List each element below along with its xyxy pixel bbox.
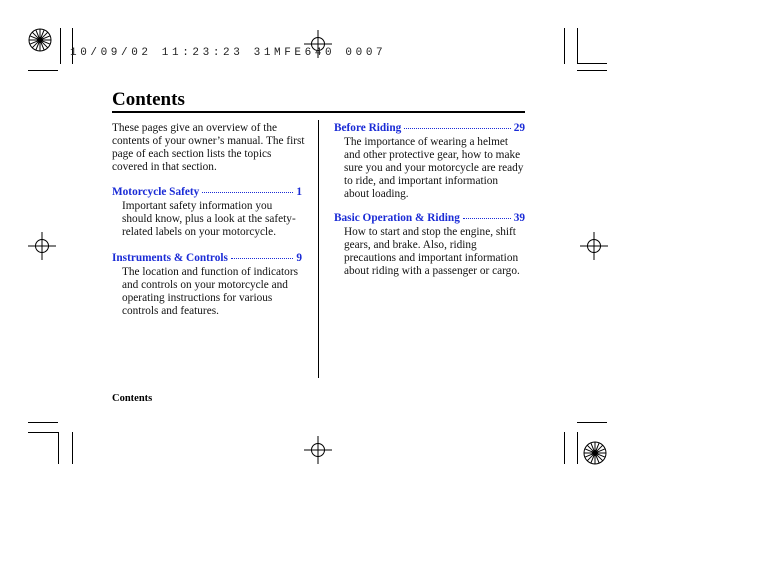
title-underline [112,111,525,113]
crop-mark-bottom-left-v2 [72,432,73,464]
crop-mark-bottom-right-v1 [564,432,565,464]
toc-entry-page[interactable]: 1 [296,186,302,198]
registration-sunburst-top-left [28,28,52,52]
crosshair-right [580,232,608,260]
crop-mark-bottom-left-h1 [28,422,58,423]
toc-leader-dots [463,218,511,219]
toc-leader-dots [231,258,293,259]
toc-entry-title[interactable]: Basic Operation & Riding [334,212,460,224]
intro-paragraph: These pages give an overview of the contents of your owner’s manual. The first page of each section lists the topics covered in that section. [112,122,305,173]
toc-leader-dots [404,128,510,129]
toc-leader-dots [202,192,293,193]
toc-entry-description: How to start and stop the engine, shift gears, and brake. Also, riding precautions and important information about riding with a passenger or cargo. [344,226,520,277]
toc-entry-title[interactable]: Motorcycle Safety [112,186,200,198]
crop-mark-top-right-h1 [577,63,607,64]
toc-entry-before-riding[interactable] [334,122,525,201]
crop-mark-bottom-right-h [577,422,607,423]
crop-mark-bottom-right-v2 [577,432,578,464]
crop-mark-top-right-v1 [564,28,565,64]
toc-entry-page[interactable]: 39 [513,212,525,224]
toc-entry-title[interactable]: Instruments & Controls [112,252,228,264]
crop-mark-top-right-h2 [577,70,607,71]
crop-mark-top-right-v2 [577,28,578,64]
toc-entry-title[interactable]: Before Riding [334,122,402,134]
toc-entry-motorcycle-safety[interactable] [112,186,302,239]
crop-mark-bottom-left-v1 [58,432,59,464]
toc-entry-page[interactable]: 29 [513,122,525,134]
print-stamp: 10/09/02 11:23:23 31MFE640 0007 [70,47,387,59]
toc-entry-description: The location and function of indicators and controls on your motorcycle and operating instructions for various controls and features. [122,266,298,317]
registration-sunburst-bottom-right [583,441,607,465]
page-footer: Contents [112,393,153,404]
toc-entry-page[interactable]: 9 [296,252,302,264]
crosshair-left [28,232,56,260]
crop-mark-top-left-h [28,70,58,71]
toc-entry-description: The importance of wearing a helmet and other protective gear, how to make sure you and your motorcycle are ready to ride, and important information about loading. [344,136,524,200]
toc-entry-basic-operation[interactable] [334,212,525,278]
toc-entry-description: Important safety information you should know, plus a look at the safety-related labels on your motorcycle. [122,200,296,238]
page-title: Contents [112,89,185,110]
crop-mark-top-left-v1 [60,28,61,64]
crosshair-bottom-center [304,436,332,464]
toc-entry-instruments-controls[interactable] [112,252,302,318]
column-divider [318,120,319,378]
crop-mark-bottom-left-h2 [28,432,58,433]
